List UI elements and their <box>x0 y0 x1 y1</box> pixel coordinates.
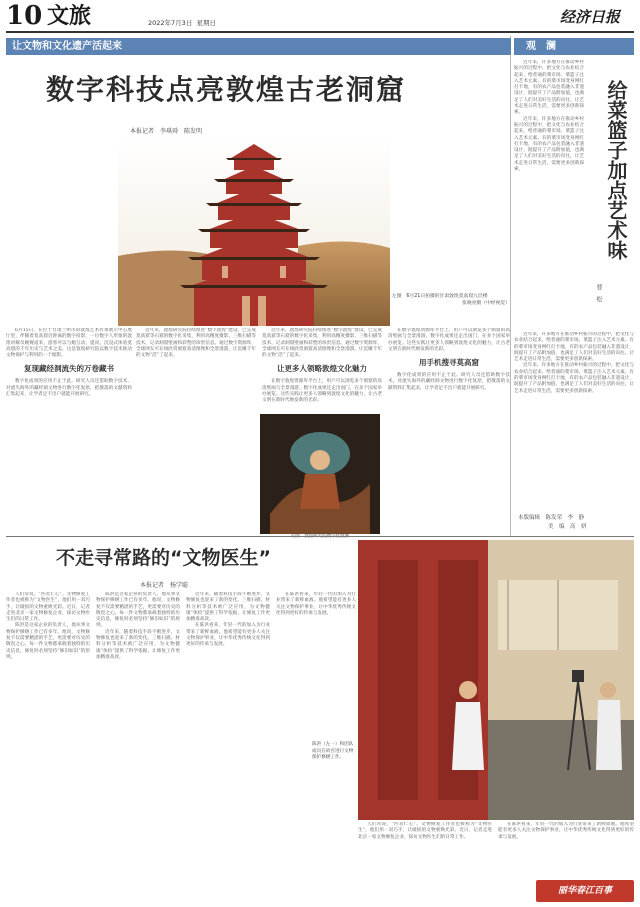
bottom-text-col-3 <box>186 592 270 902</box>
bottom-paragraph-4b: 在陈洪看来，年轻一代的加入为行业带来了新鲜血液。他希望能有更多人关注文物保护事业，让中华优秀传统文化得到更好的传承与发展。 <box>276 592 356 616</box>
top-text-col-2 <box>136 328 256 533</box>
pagoda-photo-credit: 张晓亮摄（中经视觉） <box>462 300 510 306</box>
top-paragraph-2: 近年来，敦煌研究院持续推进“数字敦煌”建设，已完成莫高窟等石窟的数字化采集，利用高精度摄影、三维扫描等技术，记录洞窟壁画和彩塑的珍贵信息。通过数字资源库，全球网友可在线欣赏洞窟高清图像和全景漫游，让沉睡千年的文物“活”了起来。 <box>136 328 256 359</box>
bottom-paragraph-2b: 陈洪是这家企业的负责人，他从事文物保护修缮工作已有多年。他说，文物修复不仅需要精湛的手艺，更需要对历史的敬畏之心。每一件文物都承载着独特的历史信息，修复时必须坚持“修旧如旧”的原则。 <box>96 592 180 629</box>
pagoda-caption-text: 左图 6月21日拍摄的甘肃敦煌莫高窟九层楼 <box>392 294 488 299</box>
top-text-col-1 <box>6 328 132 533</box>
column-paragraph-3: 近年来，许多地方在推动乡村振兴的过程中，把文化与农业结合起来，给普通的菜市场、菜篮子注入艺术元素。有的菜市场变身网红打卡地，有的农产品包装融入非遗设计，既提升了产品附加值，也满足了人们对美好生活的向往。让艺术走进日常生活，需要更多创新探索。 <box>514 332 634 363</box>
bottom-text-col-4 <box>276 592 356 740</box>
top-story-panel <box>6 36 511 536</box>
mural-illustration <box>260 414 380 534</box>
column-paragraph-2: 近年来，许多地方在推动乡村振兴的过程中，把文化与农业结合起来，给普通的菜市场、菜篮子注入艺术元素。有的菜市场变身网红打卡地，有的农产品包装融入非遗设计，既提升了产品附加值，也满足了人们对美好生活的向往。让艺术走进日常生活，需要更多创新探索。 <box>514 116 584 173</box>
palace-restoration-illustration <box>358 540 634 820</box>
column-panel <box>514 36 634 536</box>
pagoda-illustration <box>118 136 390 326</box>
subhead-library-cave: 复现藏经洞流失的万卷藏书 <box>24 364 114 374</box>
bottom-text-col-5 <box>358 822 492 904</box>
column-label: 观 澜 <box>526 41 556 52</box>
issue-date: 2022年7月3日 星期日 <box>148 19 216 27</box>
designer-line: 美 编 高 妍 <box>548 524 587 530</box>
column-text-bottom <box>514 332 634 508</box>
top-paragraph-2b: 近年来，敦煌研究院持续推进“数字敦煌”建设，已完成莫高窟等石窟的数字化采集，利用高精度摄影、三维扫描等技术，记录洞窟壁画和彩塑的珍贵信息。通过数字资源库，全球网友可在线欣赏洞窟高清图像和全景漫游，让沉睡千年的文物“活”了起来。 <box>262 328 382 359</box>
bottom-text-col-1 <box>6 592 90 902</box>
bottom-paragraph-1: 人们常说，“医者仁心”。文物修复工作者也被称为“文物医生”，他们用一双巧手，让破损的文物重焕光彩。近日，记者走进北京一家文物修复企业，探访文物医生们的日常工作。 <box>6 592 90 623</box>
bottom-text-col-2 <box>96 592 180 902</box>
top-paragraph-4b: 数字化成果的应用不止于此。研究人员还借助数字技术，对流失海外的藏经洞文物进行数字化复原，把散落的文献资料汇集起来，让学者足不出户就能开展研究。 <box>388 373 510 391</box>
newspaper-name: 经济日报 <box>560 8 621 26</box>
bottom-paragraph-1b: 人们常说，“医者仁心”。文物修复工作者也被称为“文物医生”，他们用一双巧手，让破损的文物重焕光彩。近日，记者走进北京一家文物修复企业，探访文物医生们的日常工作。 <box>358 822 492 840</box>
sponsor-logo-text: 丽华春江百事 <box>557 886 612 896</box>
mogao-pagoda-photo <box>118 136 390 326</box>
pagoda-caption <box>392 294 510 307</box>
top-text-col-4 <box>388 328 510 533</box>
bottom-text-col-6 <box>498 822 634 878</box>
section-divider <box>6 536 634 537</box>
top-headline: 数字科技点亮敦煌古老洞窟 <box>46 73 407 106</box>
bottom-paragraph-3: 近年来，随着科技手段不断进步，文物修复也迎来了新的变化。三维扫描、材料分析等技术被广泛应用，为文物健康“体检”提供了科学依据，让修复工作更加精准高效。 <box>96 629 180 660</box>
bottom-photo-caption: 陈洪（左一）和团队成员在故宫进行文物保护修缮工作。 <box>312 742 354 760</box>
column-text-top <box>514 60 584 328</box>
section-title: 文旅 <box>47 3 92 29</box>
editors-line: 本版编辑 陈发荣 李 静 <box>518 515 585 521</box>
bottom-byline: 本报记者 杨学聪 <box>140 582 189 589</box>
top-paragraph-1: 6月15日，在位于甘肃兰州市的敦煌艺术传承展示中心展厅里，伴随着莫高窟近距离的数字投影，一位数字人形象的敦煌讲解员娓娓道来，游客可以与她互动、提问，沉浸式体验莫高窟的千年历史与艺术之美。这是敦煌研究院以数字技术推动文物保护与利用的一个缩影。 <box>6 328 132 359</box>
bottom-paragraph-3b: 近年来，随着科技手段不断进步，文物修复也迎来了新的变化。三维扫描、材料分析等技术被广泛应用，为文物健康“体检”提供了科学依据，让修复工作更加精准高效。 <box>186 592 270 623</box>
header-rule <box>6 31 634 33</box>
page-number: 10 <box>6 1 43 31</box>
top-paragraph-3b: 在数字敦煌资源库平台上，用户可以浏览多个洞窟的高清壁画与全景漫游。数字化成果还走出国门，在多个国家举办展览。这些实践让更多人领略到敦煌文化的魅力，让古老文明在新时代焕发新的光彩。 <box>388 328 510 352</box>
subhead-charm: 让更多人领略敦煌文化魅力 <box>277 364 367 374</box>
subhead-mobile: 用手机搜寻莫高窟 <box>419 358 479 368</box>
top-paragraph-4: 数字化成果的应用不止于此。研究人员还借助数字技术，对流失海外的藏经洞文物进行数字化复原，把散落的文献资料汇集起来，让学者足不出户就能开展研究。 <box>6 379 132 398</box>
top-paragraph-3: 在数字敦煌资源库平台上，用户可以浏览多个洞窟的高清壁画与全景漫游。数字化成果还走出国门，在多个国家举办展览。这些实践让更多人领略到敦煌文化的魅力，让古老文明在新时代焕发新的光彩。 <box>262 379 382 404</box>
editor-credit <box>518 514 587 532</box>
column-headline: 给菜篮子加点艺术味 <box>604 80 628 260</box>
kicker: 让文物和文化遗产活起来 <box>12 41 122 52</box>
bottom-paragraph-2: 陈洪是这家企业的负责人，他从事文物保护修缮工作已有多年。他说，文物修复不仅需要精湛的手艺，更需要对历史的敬畏之心。每一件文物都承载着独特的历史信息，修复时必须坚持“修旧如旧”的原则。 <box>6 623 90 660</box>
column-paragraph-1: 近年来，许多地方在推动乡村振兴的过程中，把文化与农业结合起来，给普通的菜市场、菜篮子注入艺术元素。有的菜市场变身网红打卡地，有的农产品包装融入非遗设计，既提升了产品附加值，也满足了人们对美好生活的向往。让艺术走进日常生活，需要更多创新探索。 <box>514 60 584 116</box>
bottom-photo <box>358 540 634 820</box>
bottom-paragraph-4: 在陈洪看来，年轻一代的加入为行业带来了新鲜血液。他希望能有更多人关注文物保护事业，让中华优秀传统文化得到更好的传承与发展。 <box>186 623 270 648</box>
sponsor-logo <box>536 880 634 902</box>
column-paragraph-4: 近年来，许多地方在推动乡村振兴的过程中，把文化与农业结合起来，给普通的菜市场、菜篮子注入艺术元素。有的菜市场变身网红打卡地，有的农产品包装融入非遗设计，既提升了产品附加值，也满足了人们对美好生活的向往。让艺术走进日常生活，需要更多创新探索。 <box>514 363 634 394</box>
column-author: 曹 松 <box>595 284 602 302</box>
bottom-paragraph-4c: 在陈洪看来，年轻一代的加入为行业带来了新鲜血液。他希望能有更多人关注文物保护事业，让中华优秀传统文化得到更好的传承与发展。 <box>498 822 634 840</box>
bottom-headline: 不走寻常路的“文物医生” <box>56 547 271 569</box>
top-byline: 本报记者 李琪舜 陈发明 <box>130 128 203 135</box>
mural-photo <box>260 414 380 534</box>
